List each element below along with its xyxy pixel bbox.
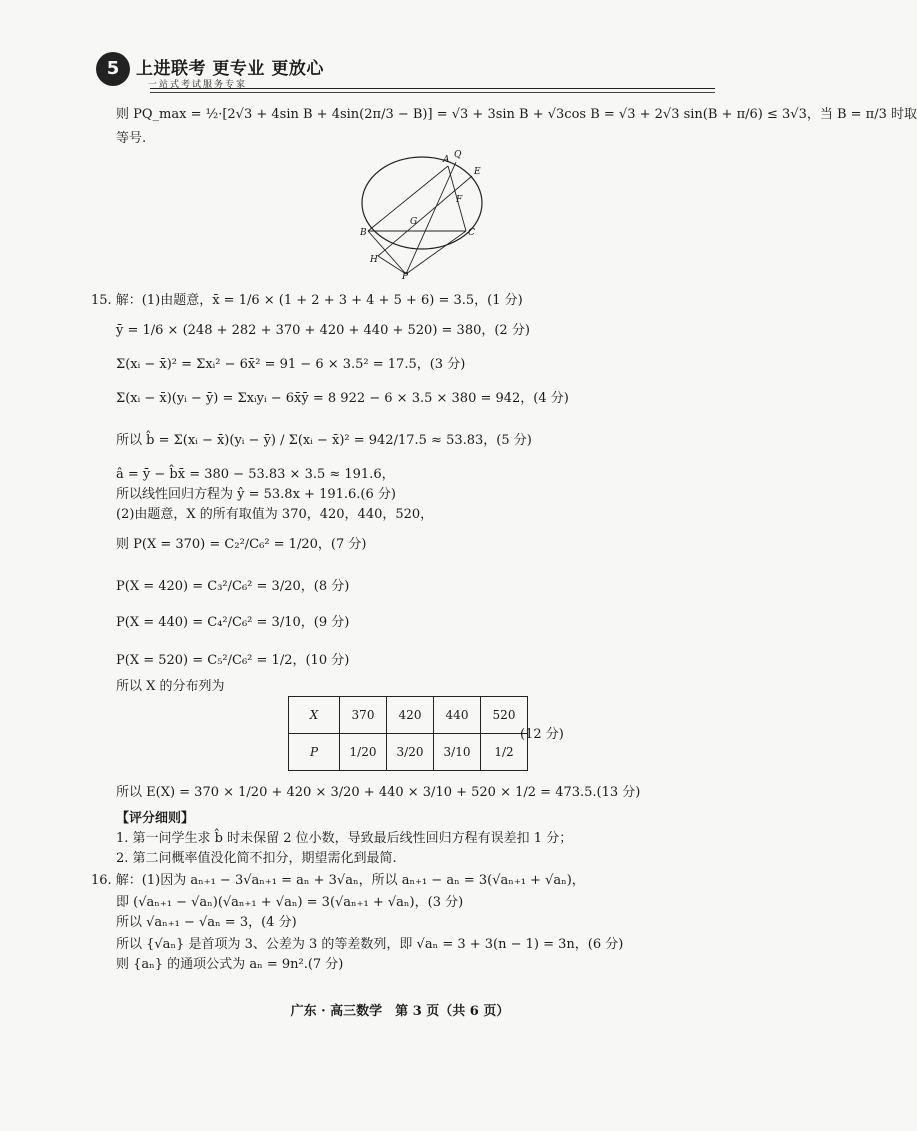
q15-line-4: Σ(xᵢ − x̄)(yᵢ − ȳ) = Σxᵢyᵢ − 6x̄ȳ = 8 922 − 6 × 3.5 × 380 = 942，(4 分): [116, 391, 569, 406]
header-rule: [150, 88, 715, 89]
q15-line-8: (2)由题意，X 的所有取值为 370，420，440，520，: [116, 507, 434, 522]
q15-line-1: 15. 解：(1)由题意，x̄ = 1/6 × (1 + 2 + 3 + 4 + 5 + 6) = 3.5，(1 分): [91, 293, 523, 308]
q15-line-5: 所以 b̂ = Σ(xᵢ − x̄)(yᵢ − ȳ) / Σ(xᵢ − x̄)² = 942/17.5 ≈ 53.83，(5 分): [116, 433, 532, 448]
label-h: H: [370, 255, 378, 265]
table-score: (12 分): [520, 727, 564, 742]
table-cell: 420: [387, 697, 434, 734]
label-c: C: [468, 228, 475, 238]
table-cell: P: [289, 734, 340, 771]
label-g: G: [410, 217, 418, 227]
q16-line-4: 所以 {√aₙ} 是首项为 3、公差为 3 的等差数列，即 √aₙ = 3 + 3(n − 1) = 3n，(6 分): [116, 937, 624, 952]
table-row: [289, 734, 528, 771]
header-subslogan: 一站式考试服务专家: [148, 80, 248, 90]
page-footer: 广东 · 高三数学 第 3 页（共 6 页）: [290, 1004, 510, 1019]
p14-line-1: 则 PQ_max = ½·[2√3 + 4sin B + 4sin(2π/3 − B)] = √3 + 3sin B + √3cos B = √3 + 2√3 sin(B + π/6) ≤ 3√3，当 B = π/3 时取: [116, 107, 917, 122]
label-q: Q: [454, 150, 462, 160]
q15-line-14: 所以 E(X) = 370 × 1/20 + 420 × 3/20 + 440 × 3/10 + 520 × 1/2 = 473.5.(13 分): [116, 785, 641, 800]
q16-line-1: 16. 解：(1)因为 aₙ₊₁ − 3√aₙ₊₁ = aₙ + 3√aₙ，所以 aₙ₊₁ − aₙ = 3(√aₙ₊₁ + √aₙ)，: [91, 873, 585, 888]
scoring-rules-title: 【评分细则】: [116, 811, 195, 826]
scoring-rule-1: 1. 第一问学生求 b̂ 时未保留 2 位小数，导致最后线性回归方程有误差扣 1 分；: [116, 831, 573, 846]
q15-line-13: 所以 X 的分布列为: [116, 679, 225, 694]
label-p: P: [402, 272, 409, 282]
distribution-table: [288, 696, 528, 771]
table-cell: 3/10: [434, 734, 481, 771]
label-f: F: [456, 195, 463, 205]
table-cell: 1/20: [340, 734, 387, 771]
header-slogan: 上进联考 更专业 更放心: [136, 59, 324, 79]
label-a: A: [443, 155, 450, 165]
q15-line-11: P(X = 440) = C₄²/C₆² = 3/10，(9 分): [116, 615, 350, 630]
table-cell: 3/20: [387, 734, 434, 771]
q16-line-2: 即 (√aₙ₊₁ − √aₙ)(√aₙ₊₁ + √aₙ) = 3(√aₙ₊₁ + √aₙ)，(3 分): [116, 895, 464, 910]
table-row: [289, 697, 528, 734]
label-e: E: [474, 167, 481, 177]
q15-line-12: P(X = 520) = C₅²/C₆² = 1/2，(10 分): [116, 653, 350, 668]
geometry-diagram: [360, 148, 490, 280]
label-b: B: [360, 228, 367, 238]
q16-line-5: 则 {aₙ} 的通项公式为 aₙ = 9n².(7 分): [116, 957, 344, 972]
q15-line-3: Σ(xᵢ − x̄)² = Σxᵢ² − 6x̄² = 91 − 6 × 3.5² = 17.5，(3 分): [116, 357, 466, 372]
q16-line-3: 所以 √aₙ₊₁ − √aₙ = 3，(4 分): [116, 915, 297, 930]
logo-icon: 5: [96, 52, 130, 86]
q15-line-7: 所以线性回归方程为 ŷ = 53.8x + 191.6.(6 分): [116, 487, 396, 502]
table-cell: 370: [340, 697, 387, 734]
q15-line-9: 则 P(X = 370) = C₂²/C₆² = 1/20，(7 分): [116, 537, 367, 552]
q15-line-2: ȳ = 1/6 × (248 + 282 + 370 + 420 + 440 + 520) = 380，(2 分): [116, 323, 530, 338]
header-rule-thin: [150, 92, 715, 93]
q15-line-6: â = ȳ − b̂x̄ = 380 − 53.83 × 3.5 ≈ 191.6，: [116, 467, 395, 482]
table-cell: X: [289, 697, 340, 734]
p14-line-2: 等号.: [116, 131, 147, 146]
scoring-rule-2: 2. 第二问概率值没化简不扣分，期望需化到最简.: [116, 851, 397, 866]
table-cell: 440: [434, 697, 481, 734]
table-cell: 520: [481, 697, 528, 734]
table-cell: 1/2: [481, 734, 528, 771]
q15-line-10: P(X = 420) = C₃²/C₆² = 3/20，(8 分): [116, 579, 350, 594]
